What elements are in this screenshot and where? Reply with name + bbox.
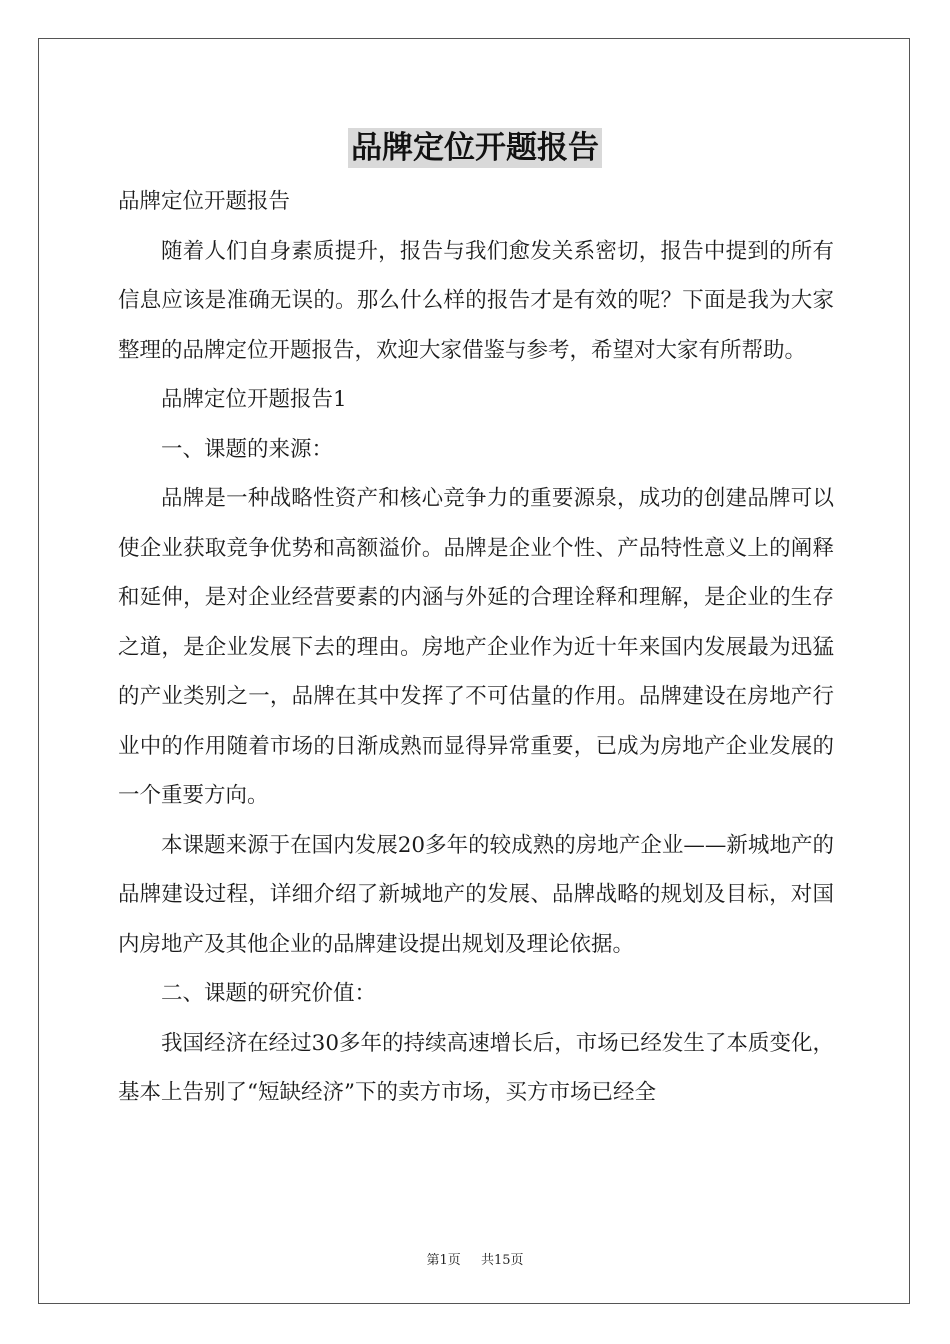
title-container [0,128,950,168]
document-title: 品牌定位开题报告 [348,128,602,168]
subsection-heading: 二、课题的研究价值： [161,981,377,1006]
page-total: 共15页 [480,1253,524,1268]
body-paragraph: 本课题来源于在国内发展20多年的较成熟的房地产企业——新城地产的品牌建设过程，详细介绍了新城地产的发展、品牌战略的规划及目标，对国内房地产及其他企业的品牌建设提出规划及理论依据。 [118,832,834,957]
page-footer [0,1249,950,1268]
body-paragraph: 品牌是一种战略性资产和核心竞争力的重要源泉，成功的创建品牌可以使企业获取竞争优势和高额溢价。品牌是企业个性、产品特性意义上的阐释和延伸，是对企业经营要素的内涵与外延的合理诠释和理解，是企业的生存之道，是企业发展下去的理由。房地产企业作为近十年来国内发展最为迅猛的产业类别之一，品牌在其中发挥了不可估量的作用。品牌建设在房地产行业中的作用随着市场的日渐成熟而显得异常重要，已成为房地产企业发展的一个重要方向。 [118,486,834,808]
page-number: 第1页 [426,1253,461,1268]
body-paragraph: 我国经济在经过30多年的持续高速增长后，市场已经发生了本质变化，基本上告别了“短缺经济”下的卖方市场，买方市场已经全 [118,1030,834,1105]
document-body [118,177,834,1118]
subtitle-paragraph: 品牌定位开题报告 [118,189,291,214]
section-heading: 品牌定位开题报告1 [161,387,347,412]
subsection-heading: 一、课题的来源： [161,436,334,462]
intro-paragraph: 随着人们自身素质提升，报告与我们愈发关系密切，报告中提到的所有信息应该是准确无误的。那么什么样的报告才是有效的呢？下面是我为大家整理的品牌定位开题报告，欢迎大家借鉴与参考，希望对大家有所帮助。 [118,238,834,363]
